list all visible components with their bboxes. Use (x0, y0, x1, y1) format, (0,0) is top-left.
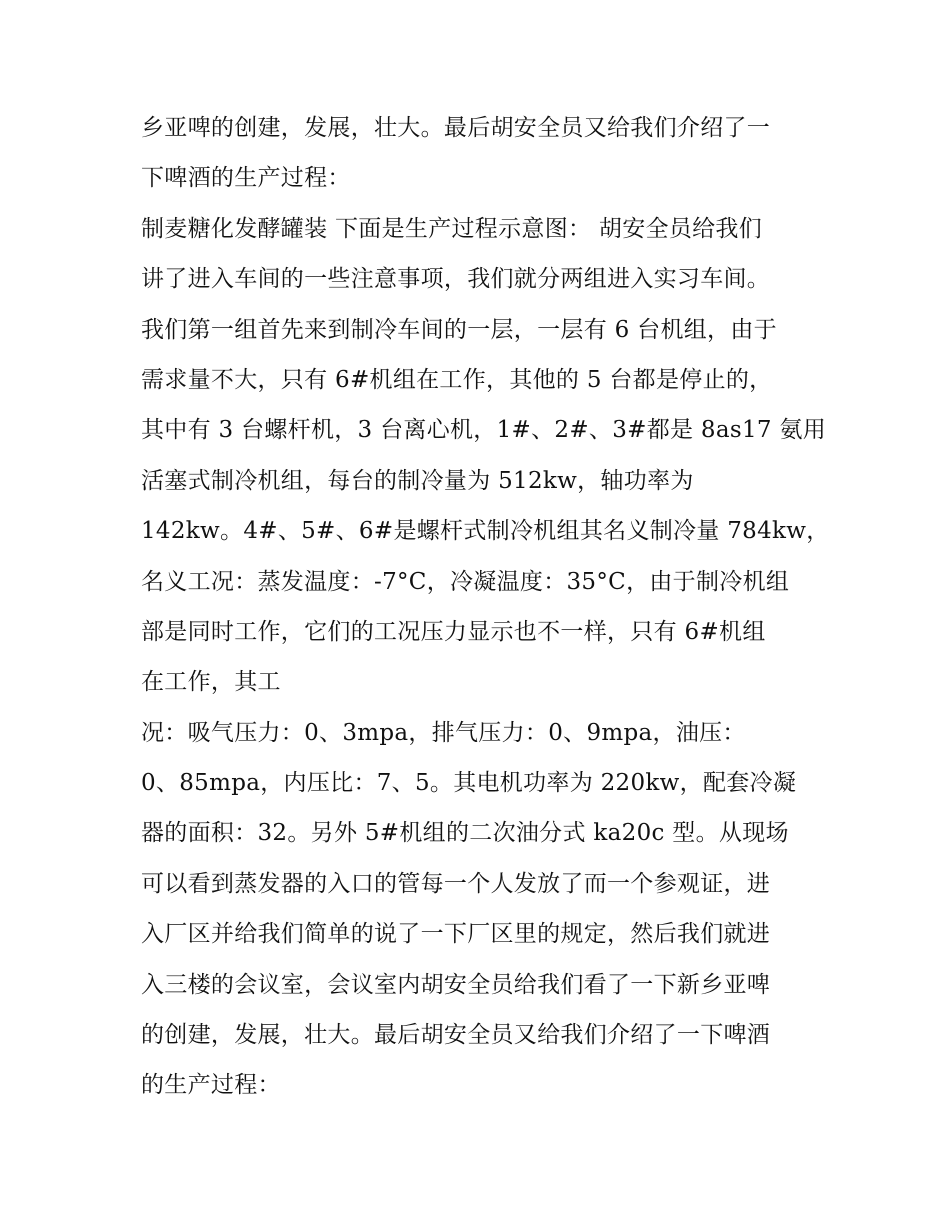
text-line: 入厂区并给我们简单的说了一下厂区里的规定，然后我们就进 (141, 921, 771, 948)
text-line: 制麦糖化发酵罐装 下面是生产过程示意图： 胡安全员给我们 (141, 215, 763, 242)
text-line: 讲了进入车间的一些注意事项，我们就分两组进入实习车间。 (141, 266, 771, 293)
text-line: 的创建，发展，壮大。最后胡安全员又给我们介绍了一下啤酒 (141, 1022, 771, 1049)
text-line: 乡亚啤的创建，发展，壮大。最后胡安全员又给我们介绍了一 (141, 115, 771, 141)
text-line: 器的面积：32。另外 5#机组的二次油分式 ka20c 型。从现场 (141, 820, 789, 847)
text-line: 的生产过程： (141, 1072, 281, 1099)
text-line: 我们第一组首先来到制冷车间的一层，一层有 6 台机组，由于 (141, 316, 777, 343)
text-line: 下啤酒的生产过程： (141, 165, 351, 192)
text-line: 其中有 3 台螺杆机，3 台离心机，1#、2#、3#都是 8as17 氨用 (141, 417, 827, 444)
text-line: 需求量不大，只有 6#机组在工作，其他的 5 台都是停止的， (141, 366, 773, 393)
text-line: 0、85mpa，内压比：7、5。其电机功率为 220kw，配套冷凝 (141, 770, 797, 797)
text-line: 活塞式制冷机组，每台的制冷量为 512kw，轴功率为 (141, 467, 694, 494)
text-line: 可以看到蒸发器的入口的管每一个人发放了而一个参观证，进 (141, 870, 771, 897)
text-line: 在工作，其工 (141, 669, 281, 696)
text-line: 142kw。4#、5#、6#是螺杆式制冷机组其名义制冷量 784kw， (141, 518, 830, 545)
text-line: 部是同时工作，它们的工况压力显示也不一样，只有 6#机组 (141, 618, 766, 645)
text-line: 入三楼的会议室，会议室内胡安全员给我们看了一下新乡亚啤 (141, 971, 771, 998)
text-line: 况：吸气压力：0、3mpa，排气压力：0、9mpa，油压： (141, 719, 746, 746)
text-line: 名义工况：蒸发温度：-7°C，冷凝温度：35°C，由于制冷机组 (141, 568, 790, 595)
body-text (141, 103, 830, 1111)
